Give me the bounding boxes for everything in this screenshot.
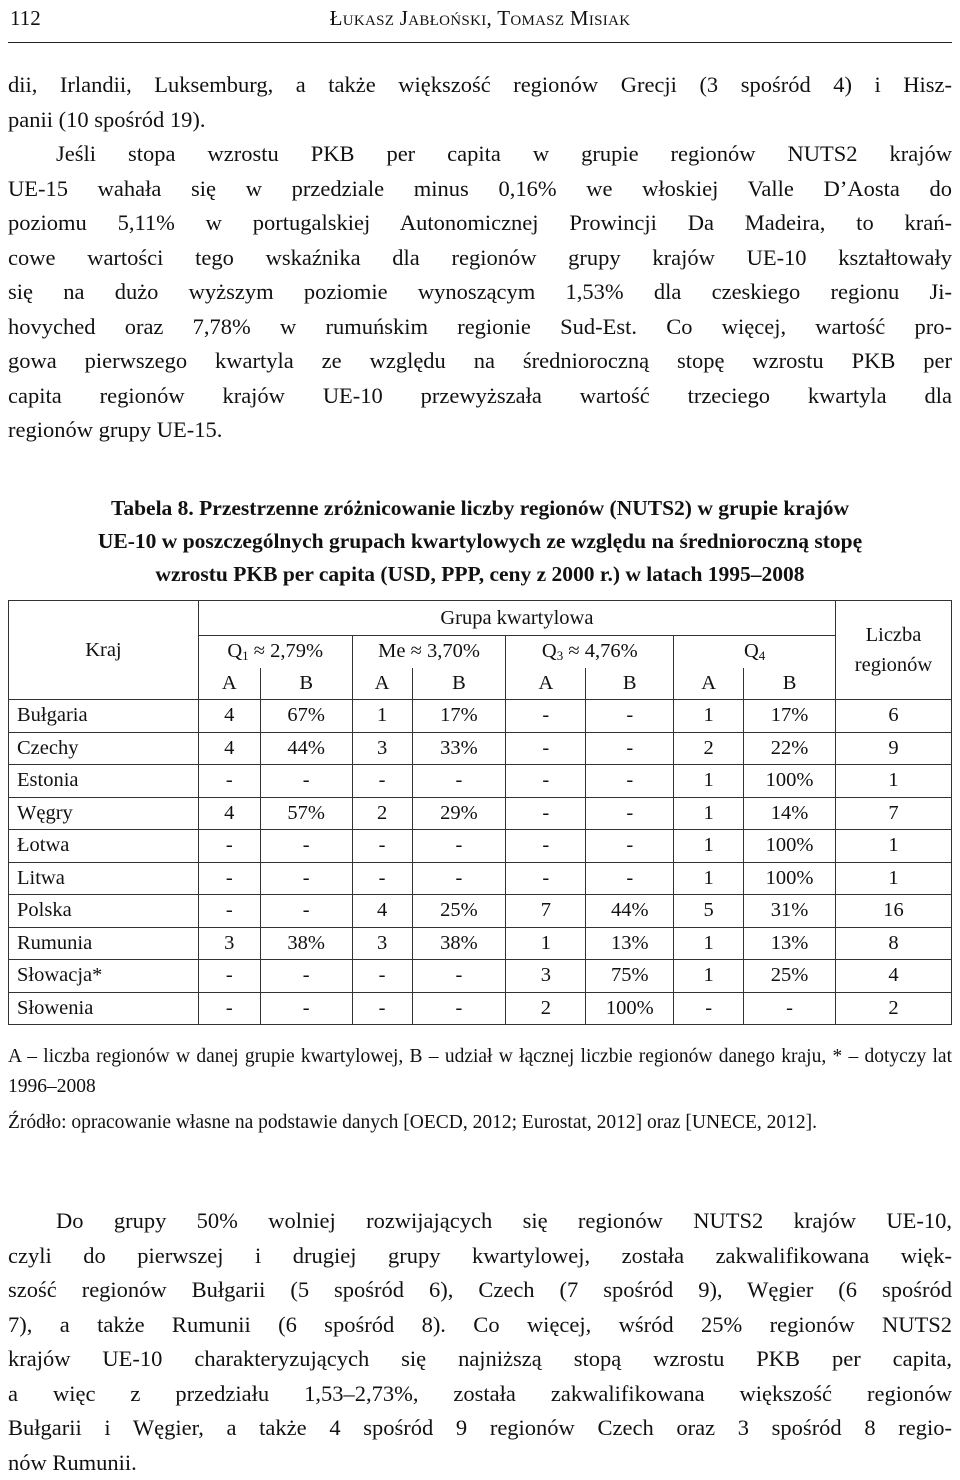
text-line: Do grupy 50% wolniej rozwijających się regionów NUTS2 krajów UE-10, bbox=[8, 1204, 952, 1239]
header-q3: $Q_3 \approx 4,76\%$ bbox=[506, 636, 674, 668]
value-cell: 38% bbox=[412, 927, 506, 960]
table-row bbox=[9, 732, 952, 765]
value-cell: 1 bbox=[674, 960, 744, 993]
header-group: Grupa kwartylowa bbox=[198, 601, 835, 636]
header-q1: $Q_1 \approx 2,79\%$ bbox=[198, 636, 352, 668]
text-line: a więc z przedziału 1,53–2,73%, została zakwalifikowana większość regionów bbox=[8, 1377, 952, 1412]
text-line: UE-15 wahała się w przedziale minus 0,16% we włoskiej Valle D’Aosta do bbox=[8, 172, 952, 207]
value-cell: 1 bbox=[352, 700, 412, 733]
value-cell: 5 bbox=[674, 895, 744, 928]
subheader-cell: B bbox=[260, 668, 352, 700]
country-cell: Słowacja* bbox=[9, 960, 199, 993]
value-cell: - bbox=[586, 830, 674, 863]
value-cell: 7 bbox=[506, 895, 586, 928]
value-cell: - bbox=[352, 765, 412, 798]
value-cell: - bbox=[260, 960, 352, 993]
text-line: gowa pierwszego kwartyla ze względu na średnioroczną stopę wzrostu PKB per bbox=[8, 344, 952, 379]
subheader-cell: A bbox=[506, 668, 586, 700]
text-line: hovyched oraz 7,78% w rumuńskim regionie Sud-Est. Co więcej, wartość pro- bbox=[8, 310, 952, 345]
text-line: Bułgarii i Węgier, a także 4 spośród 9 regionów Czech oraz 3 spośród 8 regio- bbox=[8, 1411, 952, 1446]
value-cell: - bbox=[198, 765, 260, 798]
value-cell: - bbox=[260, 895, 352, 928]
data-table bbox=[8, 600, 952, 1025]
subheader-cell: B bbox=[744, 668, 836, 700]
value-cell: - bbox=[198, 862, 260, 895]
text-line: się na dużo wyższym poziomie wynoszącym 1,53% dla czeskiego regionu Ji- bbox=[8, 275, 952, 310]
text-line: Jeśli stopa wzrostu PKB per capita w grupie regionów NUTS2 krajów bbox=[8, 137, 952, 172]
value-cell: 22% bbox=[744, 732, 836, 765]
table-row bbox=[9, 830, 952, 863]
table-row bbox=[9, 895, 952, 928]
table-notes bbox=[8, 1042, 952, 1144]
table-row bbox=[9, 797, 952, 830]
value-cell: - bbox=[586, 700, 674, 733]
value-cell: - bbox=[412, 765, 506, 798]
value-cell: 13% bbox=[586, 927, 674, 960]
text-line: panii (10 spośród 19). bbox=[8, 103, 952, 138]
value-cell: - bbox=[260, 862, 352, 895]
value-cell: - bbox=[586, 797, 674, 830]
value-cell: - bbox=[506, 830, 586, 863]
text-line: 7), a także Rumunii (6 spośród 8). Co więcej, wśród 25% regionów NUTS2 bbox=[8, 1308, 952, 1343]
value-cell: 1 bbox=[674, 765, 744, 798]
value-cell: 1 bbox=[674, 830, 744, 863]
value-cell: 1 bbox=[674, 862, 744, 895]
value-cell: - bbox=[198, 830, 260, 863]
value-cell: 1 bbox=[674, 927, 744, 960]
value-cell: 2 bbox=[674, 732, 744, 765]
value-cell: 14% bbox=[744, 797, 836, 830]
text-line: capita regionów krajów UE-10 przewyższała wartość trzeciego kwartyla dla bbox=[8, 379, 952, 414]
header-count-label: Liczba regionów bbox=[849, 620, 939, 680]
value-cell: 44% bbox=[260, 732, 352, 765]
value-cell: 17% bbox=[744, 700, 836, 733]
value-cell: - bbox=[352, 960, 412, 993]
caption-line: Tabela 8. Przestrzenne zróżnicowanie liczby regionów (NUTS2) w grupie krajów bbox=[8, 492, 952, 525]
value-cell: 100% bbox=[586, 992, 674, 1025]
table-caption bbox=[8, 492, 952, 591]
value-cell: - bbox=[744, 992, 836, 1025]
count-cell: 8 bbox=[836, 927, 952, 960]
value-cell: 100% bbox=[744, 862, 836, 895]
value-cell: - bbox=[412, 992, 506, 1025]
value-cell: 17% bbox=[412, 700, 506, 733]
value-cell: - bbox=[352, 830, 412, 863]
table-row bbox=[9, 765, 952, 798]
count-cell: 1 bbox=[836, 765, 952, 798]
count-cell: 1 bbox=[836, 830, 952, 863]
table-row bbox=[9, 927, 952, 960]
country-cell: Polska bbox=[9, 895, 199, 928]
value-cell: 4 bbox=[352, 895, 412, 928]
subheader-cell: A bbox=[674, 668, 744, 700]
running-header-authors: Łukasz Jabłoński, Tomasz Misiak bbox=[8, 6, 952, 31]
value-cell: 4 bbox=[198, 700, 260, 733]
paragraph-3 bbox=[8, 1204, 952, 1480]
value-cell: 29% bbox=[412, 797, 506, 830]
value-cell: - bbox=[412, 830, 506, 863]
text-line: krajów UE-10 charakteryzujących się najniższą stopą wzrostu PKB per capita, bbox=[8, 1342, 952, 1377]
value-cell: - bbox=[260, 992, 352, 1025]
paragraph-1 bbox=[8, 68, 952, 448]
subheader-cell: B bbox=[412, 668, 506, 700]
country-cell: Bułgaria bbox=[9, 700, 199, 733]
table-row bbox=[9, 700, 952, 733]
subheader-cell: A bbox=[352, 668, 412, 700]
text-line: dii, Irlandii, Luksemburg, a także większość regionów Grecji (3 spośród 4) i Hisz- bbox=[8, 68, 952, 103]
value-cell: 13% bbox=[744, 927, 836, 960]
count-cell: 16 bbox=[836, 895, 952, 928]
table-source-note: Źródło: opracowanie własne na podstawie danych [OECD, 2012; Eurostat, 2012] oraz [UNECE, 2012]. bbox=[8, 1108, 952, 1138]
text-line: czyli do pierwszej i drugiej grupy kwartylowej, została zakwalifikowana więk- bbox=[8, 1239, 952, 1274]
page-number: 112 bbox=[10, 6, 41, 31]
table-row bbox=[9, 992, 952, 1025]
value-cell: 3 bbox=[198, 927, 260, 960]
subheader-cell: B bbox=[586, 668, 674, 700]
value-cell: 67% bbox=[260, 700, 352, 733]
text-line: poziomu 5,11% w portugalskiej Autonomicznej Prowincji Da Madeira, to krań- bbox=[8, 206, 952, 241]
value-cell: 4 bbox=[198, 732, 260, 765]
value-cell: - bbox=[586, 732, 674, 765]
value-cell: - bbox=[506, 862, 586, 895]
count-cell: 6 bbox=[836, 700, 952, 733]
value-cell: - bbox=[506, 700, 586, 733]
table-row bbox=[9, 960, 952, 993]
value-cell: - bbox=[352, 862, 412, 895]
value-cell: 57% bbox=[260, 797, 352, 830]
count-cell: 2 bbox=[836, 992, 952, 1025]
value-cell: 1 bbox=[674, 797, 744, 830]
caption-line: wzrostu PKB per capita (USD, PPP, ceny z 2000 r.) w latach 1995–2008 bbox=[8, 558, 952, 591]
country-cell: Słowenia bbox=[9, 992, 199, 1025]
value-cell: 3 bbox=[352, 732, 412, 765]
country-cell: Czechy bbox=[9, 732, 199, 765]
header-me: Me ≈ 3,70% bbox=[352, 636, 506, 668]
count-cell: 4 bbox=[836, 960, 952, 993]
value-cell: - bbox=[198, 960, 260, 993]
header-count bbox=[836, 601, 952, 700]
table-body bbox=[9, 700, 952, 1025]
text-line: nów Rumunii. bbox=[8, 1446, 952, 1480]
count-cell: 1 bbox=[836, 862, 952, 895]
value-cell: 3 bbox=[506, 960, 586, 993]
value-cell: - bbox=[198, 895, 260, 928]
subheader-cell: A bbox=[198, 668, 260, 700]
country-cell: Węgry bbox=[9, 797, 199, 830]
text-line: cowe wartości tego wskaźnika dla regionów grupy krajów UE-10 kształtowały bbox=[8, 241, 952, 276]
value-cell: - bbox=[674, 992, 744, 1025]
table-row bbox=[9, 862, 952, 895]
value-cell: 3 bbox=[352, 927, 412, 960]
text-line: regionów grupy UE-15. bbox=[8, 413, 952, 448]
value-cell: - bbox=[412, 960, 506, 993]
value-cell: - bbox=[586, 862, 674, 895]
value-cell: 25% bbox=[744, 960, 836, 993]
country-cell: Litwa bbox=[9, 862, 199, 895]
value-cell: 44% bbox=[586, 895, 674, 928]
value-cell: - bbox=[260, 765, 352, 798]
count-cell: 7 bbox=[836, 797, 952, 830]
country-cell: Łotwa bbox=[9, 830, 199, 863]
value-cell: - bbox=[260, 830, 352, 863]
value-cell: 75% bbox=[586, 960, 674, 993]
running-header bbox=[8, 0, 952, 43]
table-legend-note: A – liczba regionów w danej grupie kwartylowej, B – udział w łącznej liczbie regionów danego kraju, * – dotyczy lat 1996–2008 bbox=[8, 1042, 952, 1102]
value-cell: 4 bbox=[198, 797, 260, 830]
document-page bbox=[8, 0, 952, 43]
value-cell: 2 bbox=[352, 797, 412, 830]
header-q4: $Q_4$ bbox=[674, 636, 836, 668]
value-cell: 38% bbox=[260, 927, 352, 960]
value-cell: 100% bbox=[744, 830, 836, 863]
header-row-1 bbox=[9, 601, 952, 636]
header-kraj: Kraj bbox=[9, 601, 199, 700]
value-cell: - bbox=[586, 765, 674, 798]
country-cell: Estonia bbox=[9, 765, 199, 798]
value-cell: 100% bbox=[744, 765, 836, 798]
value-cell: - bbox=[506, 765, 586, 798]
text-line: szość regionów Bułgarii (5 spośród 6), Czech (7 spośród 9), Węgier (6 spośród bbox=[8, 1273, 952, 1308]
value-cell: 2 bbox=[506, 992, 586, 1025]
value-cell: 1 bbox=[674, 700, 744, 733]
count-cell: 9 bbox=[836, 732, 952, 765]
value-cell: - bbox=[412, 862, 506, 895]
value-cell: 33% bbox=[412, 732, 506, 765]
value-cell: - bbox=[198, 992, 260, 1025]
value-cell: 31% bbox=[744, 895, 836, 928]
value-cell: - bbox=[506, 797, 586, 830]
value-cell: - bbox=[352, 992, 412, 1025]
value-cell: 1 bbox=[506, 927, 586, 960]
value-cell: 25% bbox=[412, 895, 506, 928]
value-cell: - bbox=[506, 732, 586, 765]
caption-line: UE-10 w poszczególnych grupach kwartylowych ze względu na średnioroczną stopę bbox=[8, 525, 952, 558]
country-cell: Rumunia bbox=[9, 927, 199, 960]
